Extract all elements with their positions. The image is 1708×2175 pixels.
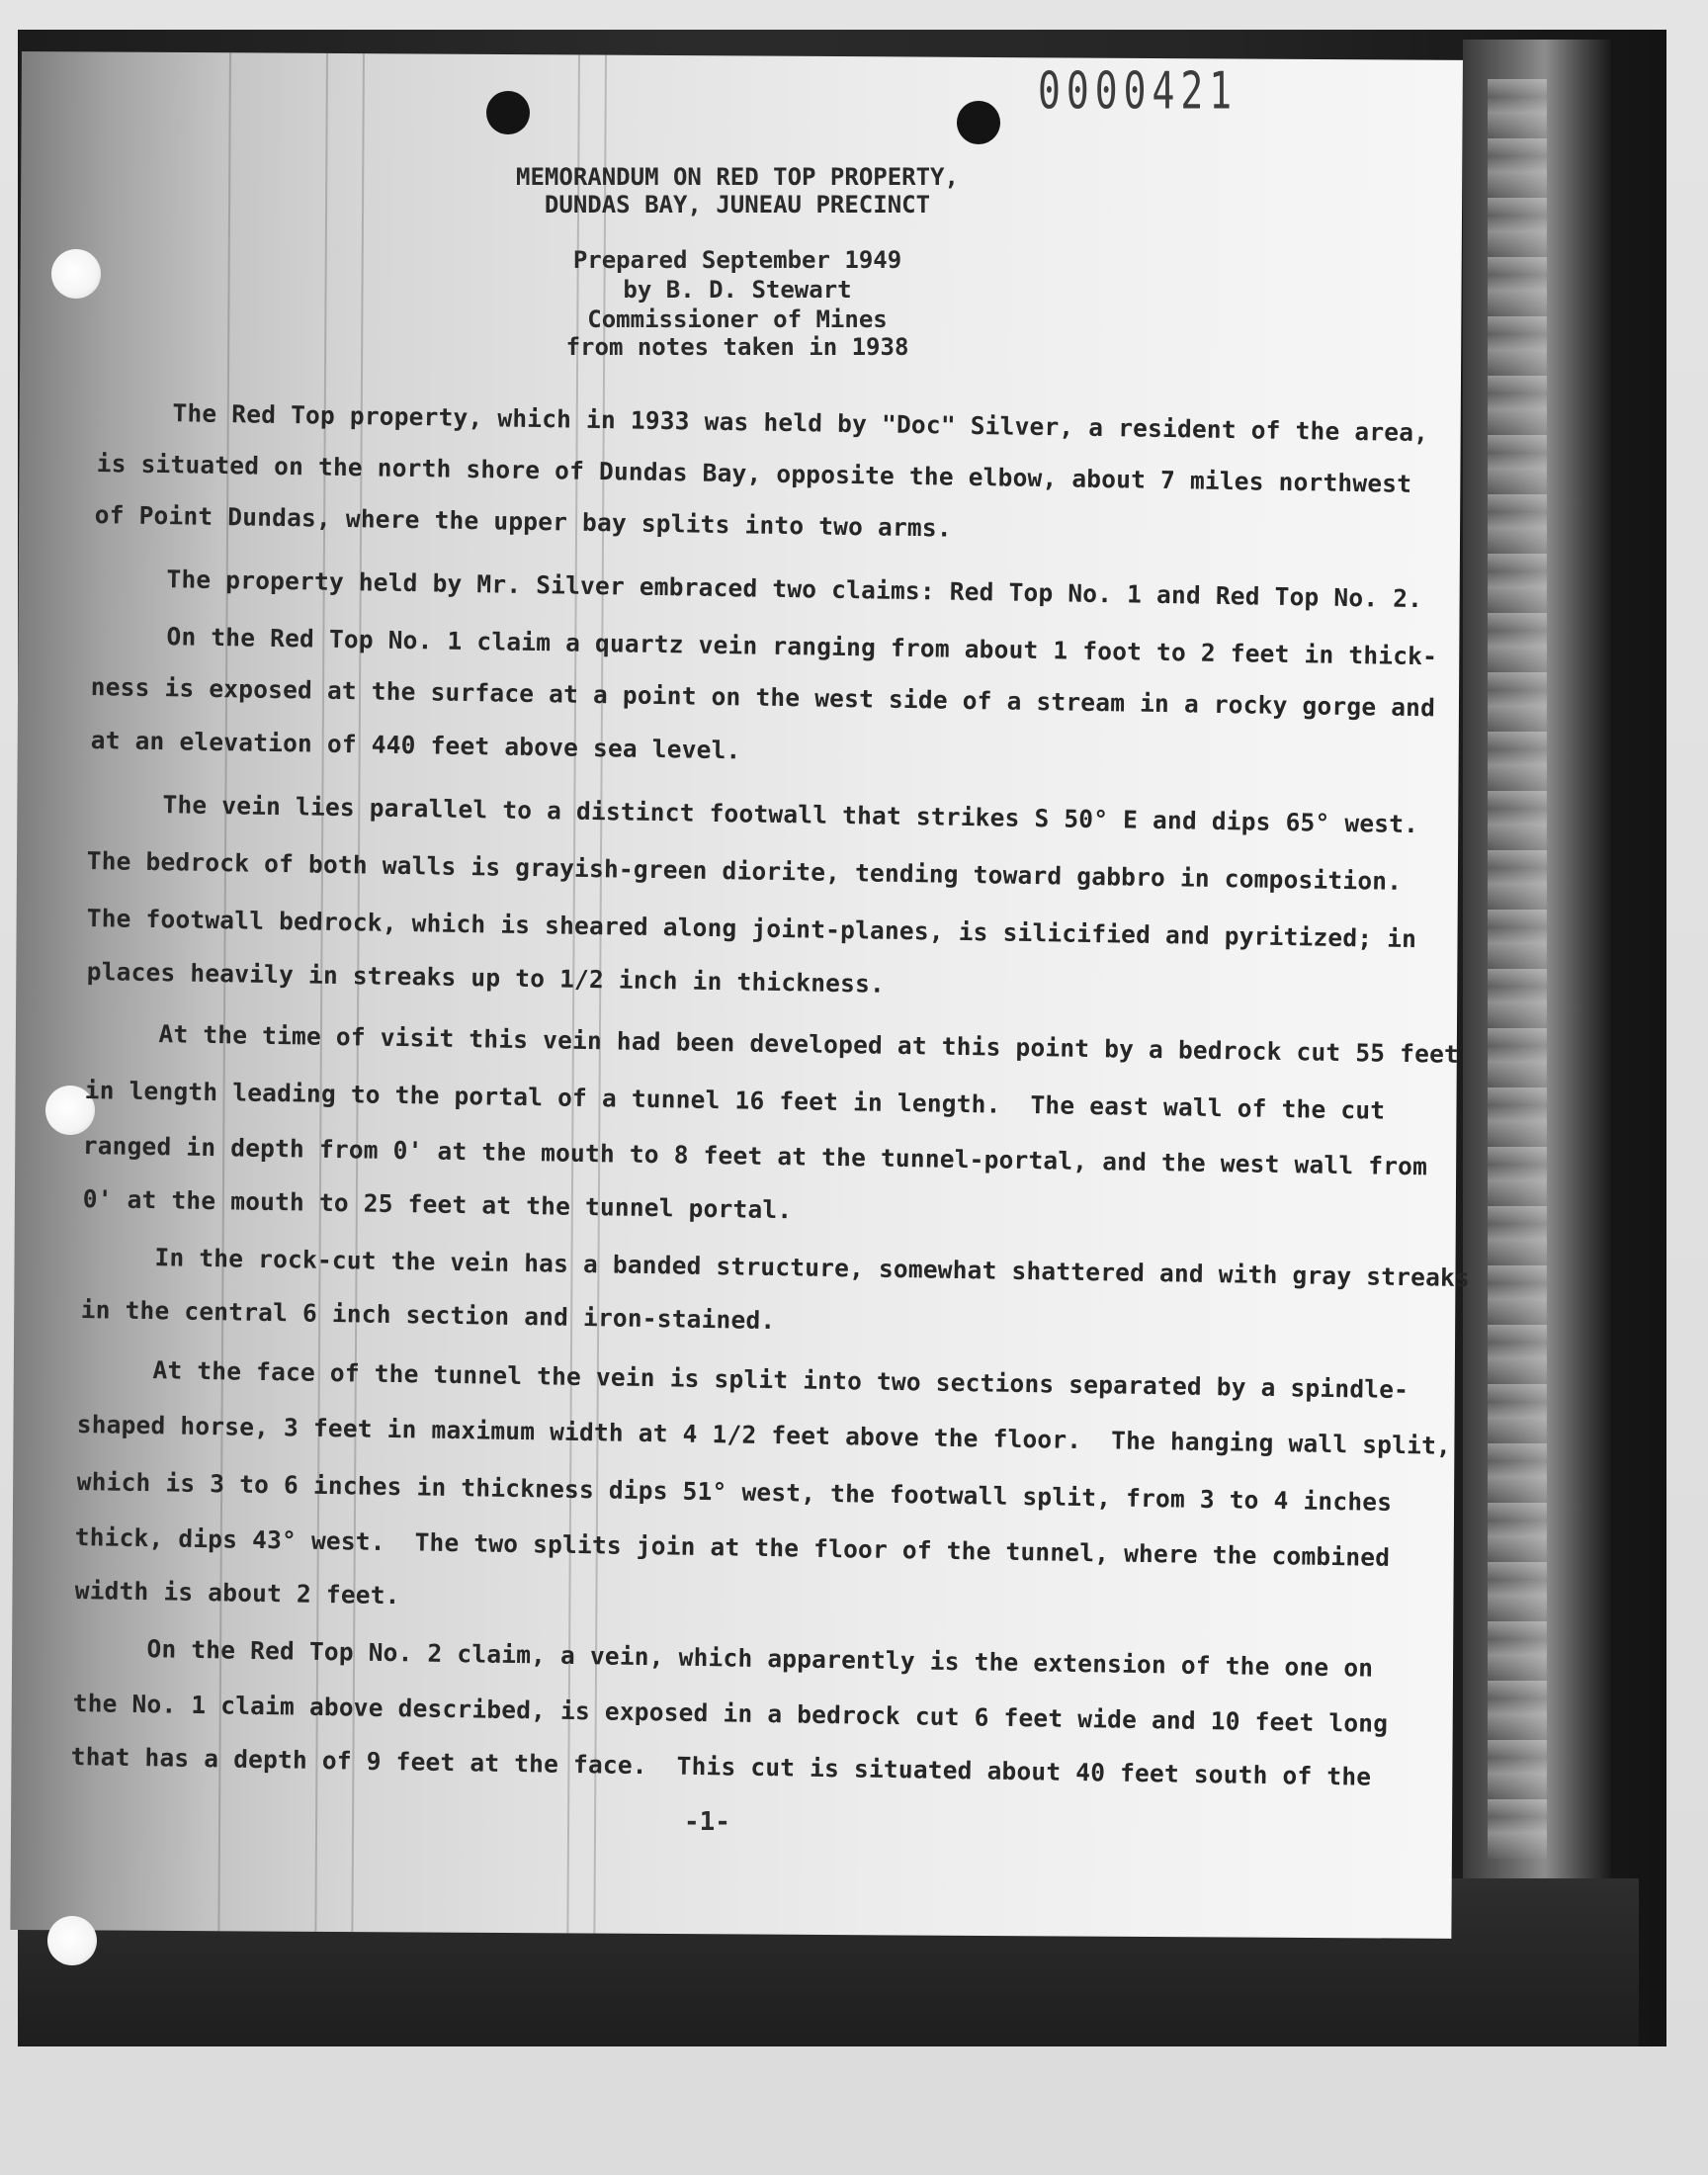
body-line: shaped horse, 3 feet in maximum width at 4 1/2 feet above the floor. The hanging wall split, <box>76 1410 1452 1460</box>
body-line: is situated on the north shore of Dundas Bay, opposite the elbow, about 7 miles northwest <box>96 449 1412 498</box>
body-line: 0' at the mouth to 25 feet at the tunnel portal. <box>82 1184 793 1225</box>
body-line: The Red Top property, which in 1933 was held by "Doc" Silver, a resident of the area, <box>98 397 1429 448</box>
byline-line: by B. D. Stewart <box>623 276 852 304</box>
body-line: of Point Dundas, where the upper bay splits into two arms. <box>94 500 953 543</box>
body-line: which is 3 to 6 inches in thickness dips 51° west, the footwall split, from 3 to 4 inches <box>76 1467 1393 1517</box>
body-line: that has a depth of 9 feet at the face. This cut is situated about 40 feet south of the <box>70 1742 1372 1791</box>
body-line: The vein lies parallel to a distinct footwall that strikes S 50° E and dips 65° west. <box>88 789 1419 839</box>
byline-line: Commissioner of Mines <box>587 305 888 333</box>
body-line: At the face of the tunnel the vein is split into two sections separated by a spindle- <box>78 1354 1409 1405</box>
body-line: the No. 1 claim above described, is exposed in a bedrock cut 6 feet wide and 10 feet long <box>72 1689 1389 1738</box>
body-line: ranged in depth from 0' at the mouth to 8 feet at the tunnel-portal, and the west wall from <box>82 1131 1428 1181</box>
document-number: 0000421 <box>1038 61 1238 121</box>
byline-line: Prepared September 1949 <box>572 246 902 274</box>
page-number: -1- <box>684 1807 730 1837</box>
byline-line: from notes taken in 1938 <box>565 333 909 361</box>
title-line: DUNDAS BAY, JUNEAU PRECINCT <box>544 191 931 218</box>
body-line: In the rock-cut the vein has a banded structure, somewhat shattered and with gray streaks <box>80 1242 1471 1293</box>
title-line: MEMORANDUM ON RED TOP PROPERTY, <box>516 163 959 191</box>
body-line: places heavily in streaks up to 1/2 inch in thickness. <box>86 957 886 999</box>
body-line: On the Red Top No. 2 claim, a vein, which apparently is the extension of the one on <box>72 1633 1374 1683</box>
body-line: At the time of visit this vein had been developed at this point by a bedrock cut 55 feet <box>84 1018 1460 1069</box>
body-line: The property held by Mr. Silver embraced two claims: Red Top No. 1 and Red Top No. 2. <box>92 564 1423 614</box>
body-line: ness is exposed at the surface at a point on the west side of a stream in a rocky gorge and <box>90 672 1436 723</box>
body-line: at an elevation of 440 feet above sea level. <box>90 726 741 765</box>
body-line: On the Red Top No. 1 claim a quartz vein ranging from about 1 foot to 2 feet in thick- <box>92 621 1438 671</box>
body-line: The footwall bedrock, which is sheared along joint-planes, is silicified and pyritized; in <box>86 904 1417 954</box>
body-line: thick, dips 43° west. The two splits join at the floor of the tunnel, where the combined <box>74 1522 1391 1572</box>
body-line: width is about 2 feet. <box>74 1576 400 1610</box>
body-line: in length leading to the portal of a tunnel 16 feet in length. The east wall of the cut <box>84 1076 1386 1125</box>
body-line: The bedrock of both walls is grayish-green diorite, tending toward gabbro in composition. <box>86 846 1403 896</box>
body-line: in the central 6 inch section and iron-stained. <box>80 1295 776 1336</box>
